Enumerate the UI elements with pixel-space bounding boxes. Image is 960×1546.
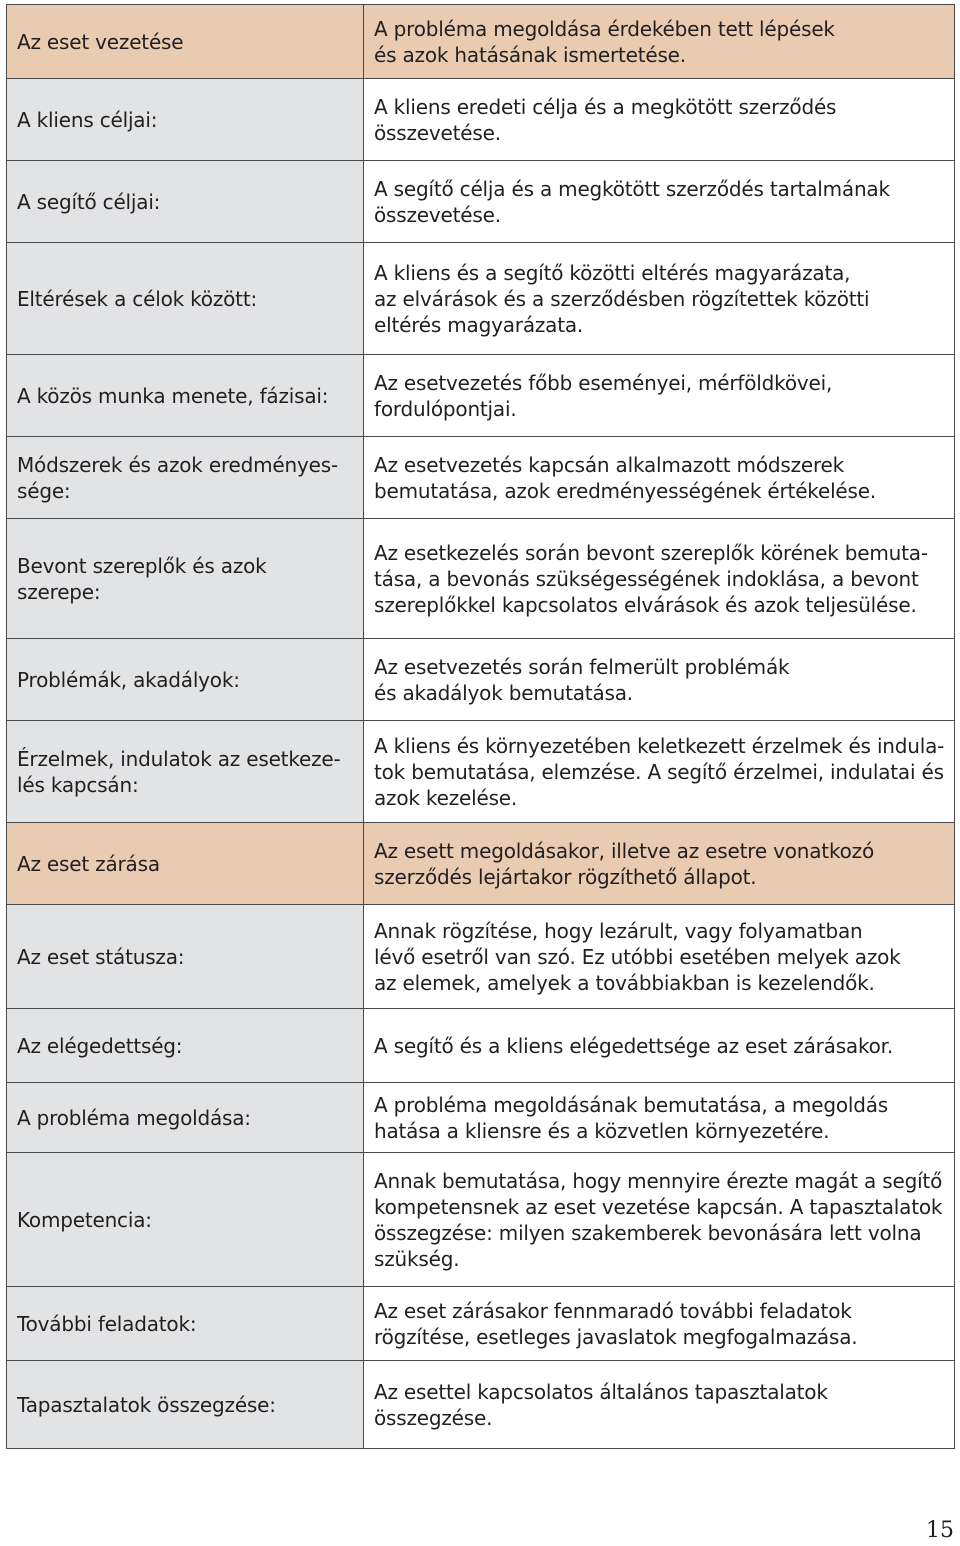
row-label-cell: A probléma megoldása: <box>7 1083 364 1153</box>
table-body <box>7 5 955 1449</box>
row-label-cell: Kompetencia: <box>7 1153 364 1287</box>
row-label-cell: Az elégedettség: <box>7 1009 364 1083</box>
row-label-cell: Érzelmek, indulatok az esetkeze- lés kapcsán: <box>7 721 364 823</box>
table-row <box>7 1287 955 1361</box>
row-description-cell: A segítő és a kliens elégedettsége az eset zárásakor. <box>364 1009 955 1083</box>
row-description-cell: A kliens eredeti célja és a megkötött szerződés összevetése. <box>364 79 955 161</box>
row-label-cell: A segítő céljai: <box>7 161 364 243</box>
row-label-cell: Bevont szereplők és azok szerepe: <box>7 519 364 639</box>
row-description-cell: Annak bemutatása, hogy mennyire érezte magát a segítő kompetensnek az eset vezetése kapcsán. A tapasztalatok összegzése: milyen szakemberek bevonására lett volna szükség. <box>364 1153 955 1287</box>
row-label-cell: Az eset státusza: <box>7 905 364 1009</box>
table-row <box>7 437 955 519</box>
table-row <box>7 519 955 639</box>
table-row <box>7 1083 955 1153</box>
table-row <box>7 243 955 355</box>
row-description-cell: A segítő célja és a megkötött szerződés tartalmának összevetése. <box>364 161 955 243</box>
row-description-cell: Az eset zárásakor fennmaradó további feladatok rögzítése, esetleges javaslatok megfogalmazása. <box>364 1287 955 1361</box>
section-title-cell: Az eset vezetése <box>7 5 364 79</box>
row-label-cell: Tapasztalatok összegzése: <box>7 1361 364 1449</box>
row-description-cell: Az esetvezetés kapcsán alkalmazott módszerek bemutatása, azok eredményességének értékelése. <box>364 437 955 519</box>
row-description-cell: Az esetkezelés során bevont szereplők körének bemuta- tása, a bevonás szükségességének indoklása, a bevont szereplőkkel kapcsolatos elvárások és azok teljesülése. <box>364 519 955 639</box>
row-description-cell: A probléma megoldásának bemutatása, a megoldás hatása a kliensre és a közvetlen környezetére. <box>364 1083 955 1153</box>
page-number: 15 <box>926 1518 954 1543</box>
row-description-cell: Az esettel kapcsolatos általános tapasztalatok összegzése. <box>364 1361 955 1449</box>
table-row <box>7 721 955 823</box>
row-description-cell: Annak rögzítése, hogy lezárult, vagy folyamatban lévő esetről van szó. Ez utóbbi esetében melyek azok az elemek, amelyek a továbbiakban is kezelendők. <box>364 905 955 1009</box>
row-label-cell: A közös munka menete, fázisai: <box>7 355 364 437</box>
table-row <box>7 355 955 437</box>
row-label-cell: Módszerek és azok eredményes- sége: <box>7 437 364 519</box>
section-title-cell: Az eset zárása <box>7 823 364 905</box>
case-documentation-table <box>6 4 955 1449</box>
table-row <box>7 1153 955 1287</box>
table-row <box>7 905 955 1009</box>
table-row <box>7 161 955 243</box>
table-row <box>7 1361 955 1449</box>
section-header-row <box>7 823 955 905</box>
row-label-cell: A kliens céljai: <box>7 79 364 161</box>
table-row <box>7 79 955 161</box>
table-row <box>7 639 955 721</box>
row-description-cell: Az esett megoldásakor, illetve az esetre vonatkozó szerződés lejártakor rögzíthető állapot. <box>364 823 955 905</box>
row-description-cell: Az esetvezetés során felmerült problémák és akadályok bemutatása. <box>364 639 955 721</box>
row-label-cell: Eltérések a célok között: <box>7 243 364 355</box>
row-description-cell: Az esetvezetés főbb eseményei, mérföldkövei, fordulópontjai. <box>364 355 955 437</box>
row-description-cell: A kliens és a segítő közötti eltérés magyarázata, az elvárások és a szerződésben rögzítettek közötti eltérés magyarázata. <box>364 243 955 355</box>
row-description-cell: A kliens és környezetében keletkezett érzelmek és indula- tok bemutatása, elemzése. A segítő érzelmei, indulatai és azok kezelése. <box>364 721 955 823</box>
section-header-row <box>7 5 955 79</box>
row-label-cell: Problémák, akadályok: <box>7 639 364 721</box>
table-row <box>7 1009 955 1083</box>
row-label-cell: További feladatok: <box>7 1287 364 1361</box>
row-description-cell: A probléma megoldása érdekében tett lépések és azok hatásának ismertetése. <box>364 5 955 79</box>
